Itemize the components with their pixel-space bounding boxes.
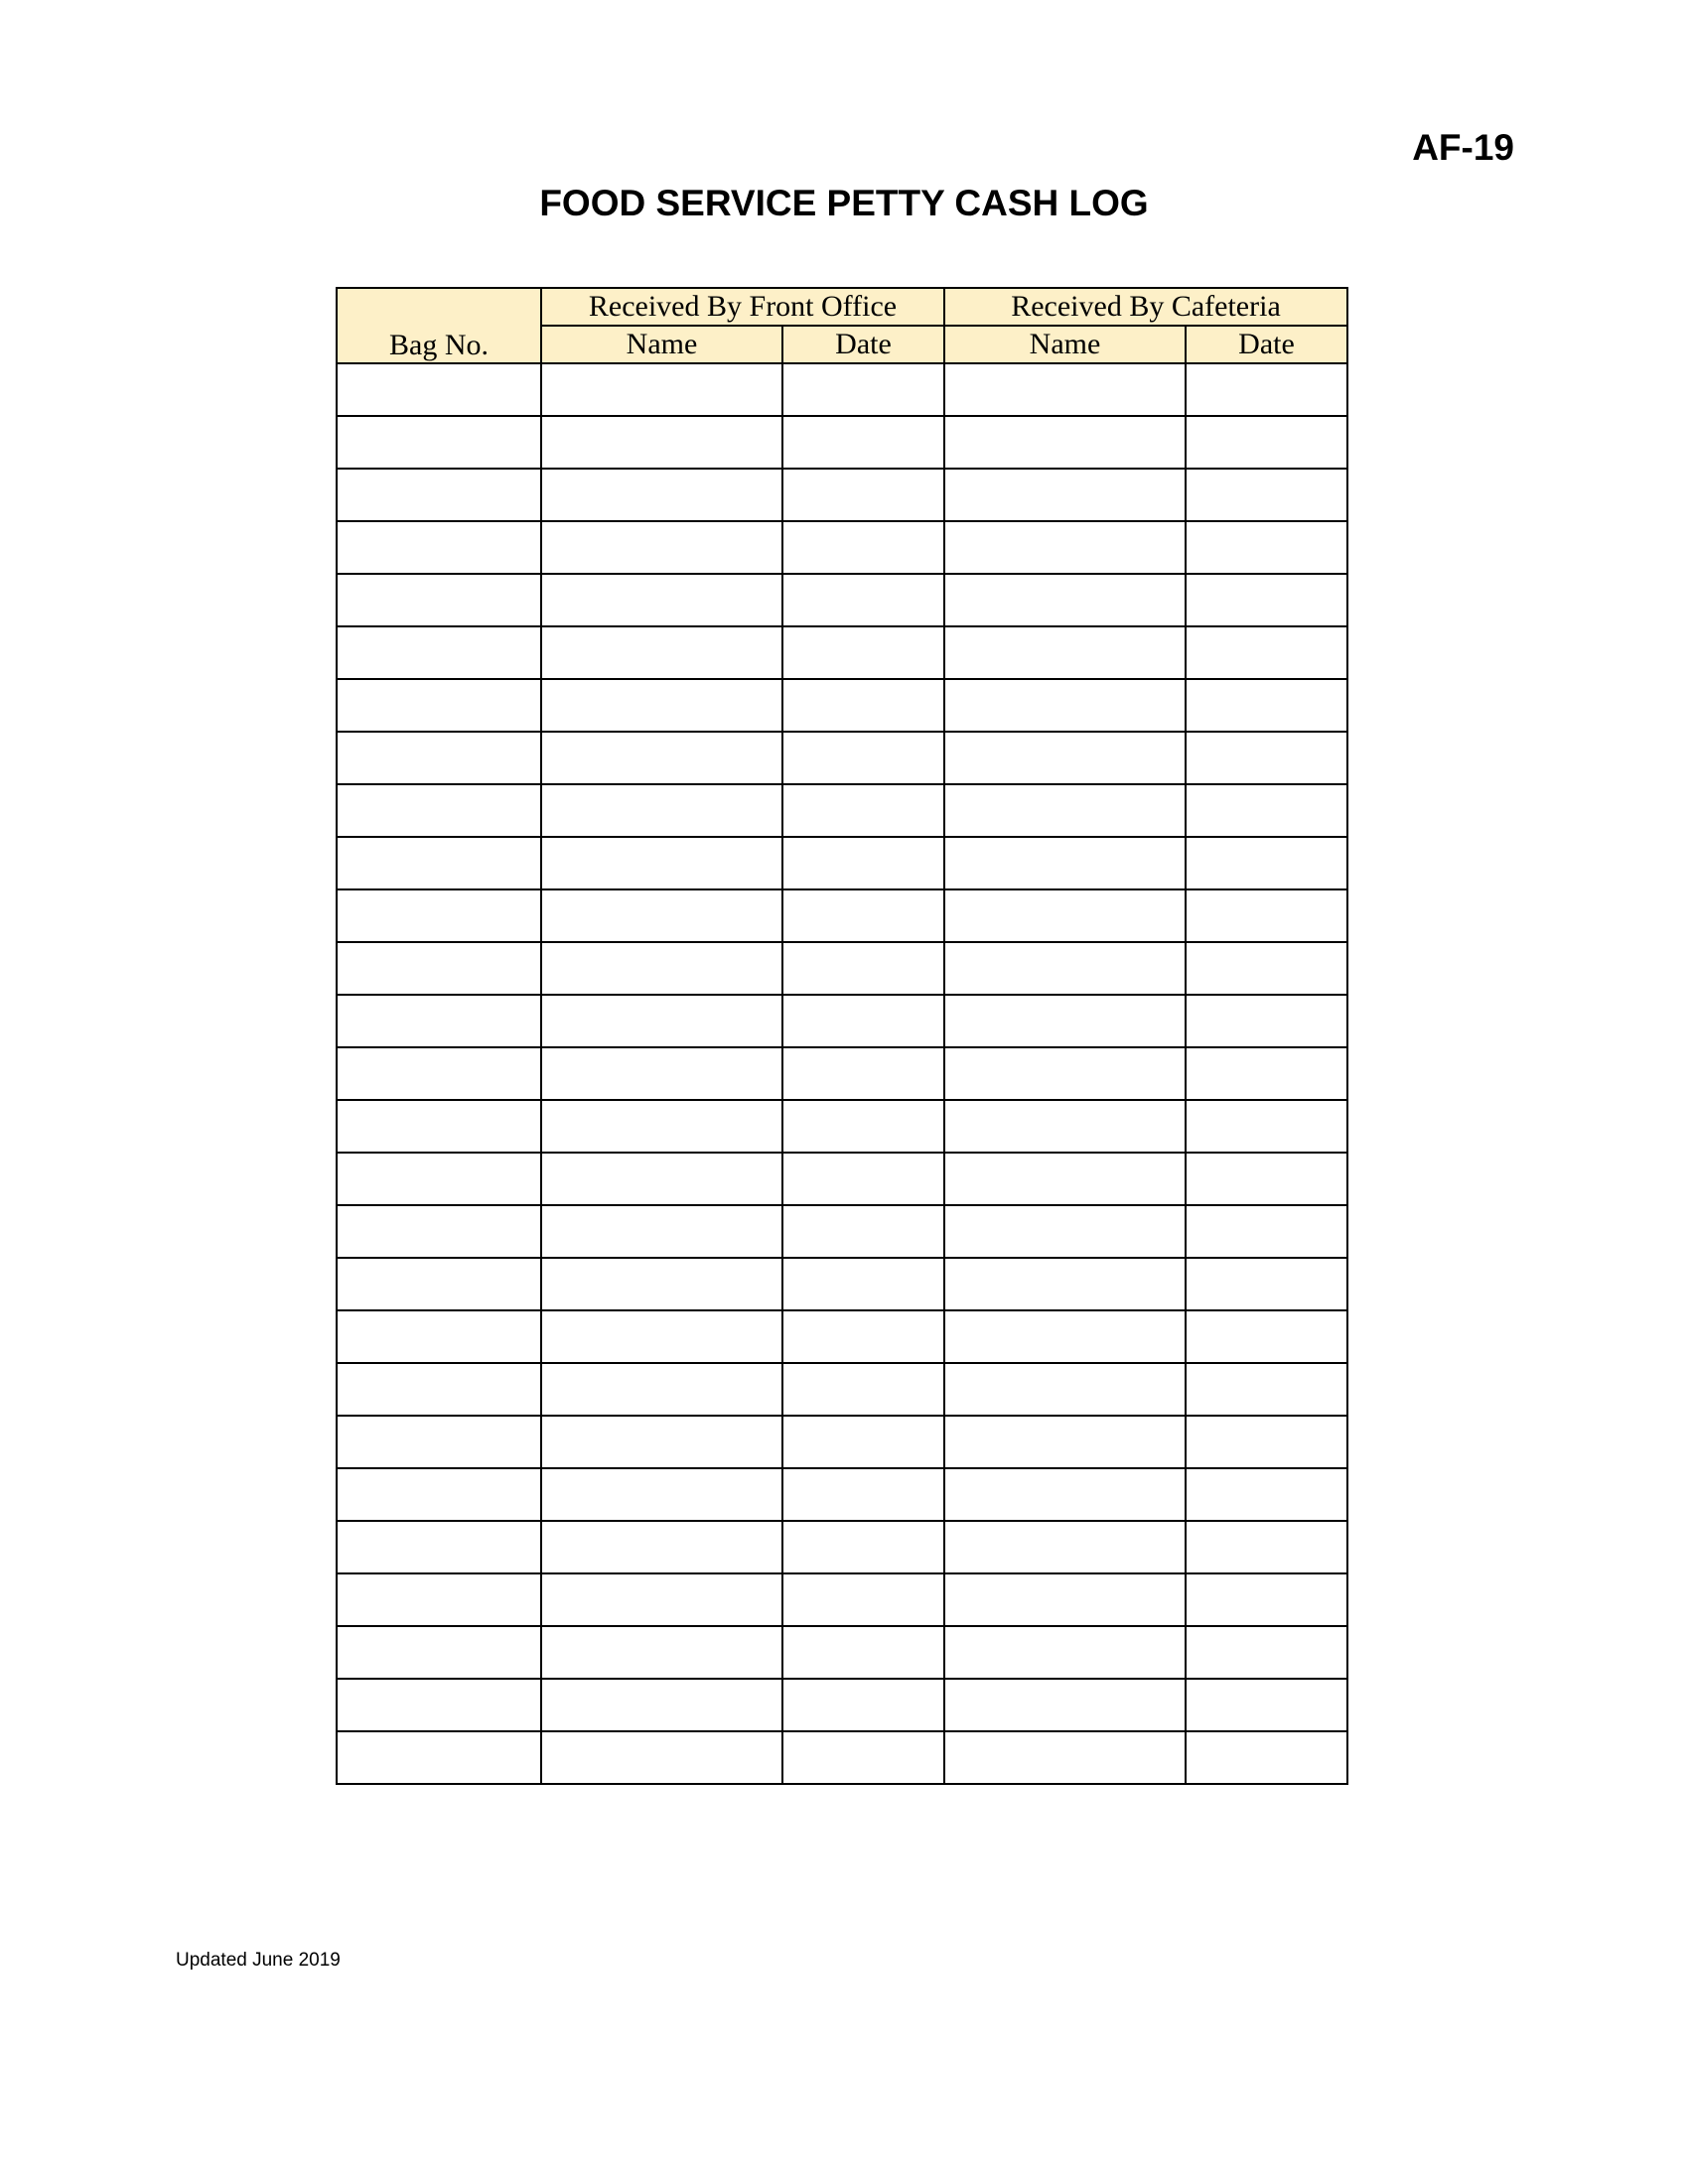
front-office-name-cell[interactable]: [541, 363, 782, 416]
cafeteria-name-cell[interactable]: [944, 1521, 1186, 1573]
table-row: [337, 942, 1347, 995]
table-row: [337, 679, 1347, 732]
table-row: [337, 995, 1347, 1047]
cafeteria-date-cell[interactable]: [1186, 784, 1347, 837]
cafeteria-date-cell[interactable]: [1186, 1626, 1347, 1679]
cafeteria-date-cell[interactable]: [1186, 574, 1347, 626]
cafeteria-date-cell[interactable]: [1186, 1100, 1347, 1153]
table-row: [337, 784, 1347, 837]
front-office-name-cell[interactable]: [541, 1153, 782, 1205]
cafeteria-name-cell[interactable]: [944, 1363, 1186, 1416]
front-office-date-cell[interactable]: [782, 521, 944, 574]
cafeteria-date-cell[interactable]: [1186, 995, 1347, 1047]
cafeteria-name-cell[interactable]: [944, 1258, 1186, 1310]
front-office-name-cell[interactable]: [541, 784, 782, 837]
cafeteria-name-cell[interactable]: [944, 1100, 1186, 1153]
front-office-date-cell[interactable]: [782, 1416, 944, 1468]
front-office-date-cell[interactable]: [782, 1100, 944, 1153]
cafeteria-date-cell[interactable]: [1186, 1310, 1347, 1363]
cafeteria-name-cell[interactable]: [944, 574, 1186, 626]
table-row: [337, 416, 1347, 469]
cafeteria-name-cell[interactable]: [944, 1626, 1186, 1679]
front-office-date-cell[interactable]: [782, 889, 944, 942]
front-office-name-cell[interactable]: [541, 1521, 782, 1573]
front-office-date-header: Date: [782, 326, 944, 363]
bag-no-cell[interactable]: [337, 1731, 541, 1784]
front-office-name-cell[interactable]: [541, 416, 782, 469]
front-office-name-cell[interactable]: [541, 1468, 782, 1521]
cafeteria-name-cell[interactable]: [944, 1205, 1186, 1258]
page-title: FOOD SERVICE PETTY CASH LOG: [539, 183, 1149, 223]
front-office-date-cell[interactable]: [782, 732, 944, 784]
bag-no-cell[interactable]: [337, 574, 541, 626]
front-office-name-cell[interactable]: [541, 1100, 782, 1153]
table-row: [337, 1731, 1347, 1784]
table-row: [337, 1679, 1347, 1731]
petty-cash-log-table: [336, 287, 1348, 1785]
cafeteria-date-cell[interactable]: [1186, 1205, 1347, 1258]
cafeteria-name-cell[interactable]: [944, 1047, 1186, 1100]
bag-no-cell[interactable]: [337, 1310, 541, 1363]
front-office-date-cell[interactable]: [782, 1047, 944, 1100]
front-office-date-cell[interactable]: [782, 942, 944, 995]
bag-no-cell[interactable]: [337, 995, 541, 1047]
cafeteria-date-cell[interactable]: [1186, 942, 1347, 995]
cafeteria-name-cell[interactable]: [944, 416, 1186, 469]
cafeteria-name-cell[interactable]: [944, 1679, 1186, 1731]
table-row: [337, 1047, 1347, 1100]
front-office-date-cell[interactable]: [782, 784, 944, 837]
front-office-date-cell[interactable]: [782, 837, 944, 889]
front-office-date-cell[interactable]: [782, 416, 944, 469]
bag-no-cell[interactable]: [337, 784, 541, 837]
front-office-name-header: Name: [541, 326, 782, 363]
table-row: [337, 837, 1347, 889]
table-row: [337, 363, 1347, 416]
log-body: [337, 363, 1347, 1784]
front-office-date-cell[interactable]: [782, 1468, 944, 1521]
cafeteria-name-cell[interactable]: [944, 1731, 1186, 1784]
front-office-name-cell[interactable]: [541, 1626, 782, 1679]
cafeteria-date-cell[interactable]: [1186, 363, 1347, 416]
front-office-name-cell[interactable]: [541, 1205, 782, 1258]
cafeteria-date-cell[interactable]: [1186, 1573, 1347, 1626]
front-office-name-cell[interactable]: [541, 732, 782, 784]
front-office-date-cell[interactable]: [782, 1521, 944, 1573]
bag-no-cell[interactable]: [337, 837, 541, 889]
front-office-date-cell[interactable]: [782, 1310, 944, 1363]
cafeteria-name-cell[interactable]: [944, 732, 1186, 784]
cafeteria-date-cell[interactable]: [1186, 1679, 1347, 1731]
cafeteria-name-cell[interactable]: [944, 1573, 1186, 1626]
front-office-date-cell[interactable]: [782, 469, 944, 521]
table-row: [337, 469, 1347, 521]
table-row: [337, 1205, 1347, 1258]
table-row: [337, 1468, 1347, 1521]
cafeteria-date-cell[interactable]: [1186, 521, 1347, 574]
table-row: [337, 1416, 1347, 1468]
cafeteria-group-header: Received By Cafeteria: [944, 288, 1347, 326]
cafeteria-date-cell[interactable]: [1186, 1363, 1347, 1416]
table-row: [337, 732, 1347, 784]
cafeteria-date-cell[interactable]: [1186, 469, 1347, 521]
cafeteria-name-cell[interactable]: [944, 942, 1186, 995]
front-office-date-cell[interactable]: [782, 1205, 944, 1258]
front-office-date-cell[interactable]: [782, 1258, 944, 1310]
cafeteria-name-cell[interactable]: [944, 1416, 1186, 1468]
bag-no-cell[interactable]: [337, 626, 541, 679]
front-office-date-cell[interactable]: [782, 574, 944, 626]
front-office-name-cell[interactable]: [541, 1258, 782, 1310]
bag-no-cell[interactable]: [337, 1258, 541, 1310]
front-office-name-cell[interactable]: [541, 1363, 782, 1416]
bag-no-header: Bag No.: [337, 288, 541, 363]
bag-no-cell[interactable]: [337, 1679, 541, 1731]
bag-no-cell[interactable]: [337, 416, 541, 469]
cafeteria-name-cell[interactable]: [944, 995, 1186, 1047]
bag-no-cell[interactable]: [337, 363, 541, 416]
bag-no-cell[interactable]: [337, 679, 541, 732]
bag-no-cell[interactable]: [337, 1416, 541, 1468]
front-office-name-cell[interactable]: [541, 521, 782, 574]
cafeteria-date-cell[interactable]: [1186, 1731, 1347, 1784]
cafeteria-name-cell[interactable]: [944, 1153, 1186, 1205]
cafeteria-name-cell[interactable]: [944, 521, 1186, 574]
cafeteria-date-cell[interactable]: [1186, 679, 1347, 732]
table-row: [337, 1100, 1347, 1153]
bag-no-cell[interactable]: [337, 1468, 541, 1521]
front-office-date-cell[interactable]: [782, 679, 944, 732]
front-office-name-cell[interactable]: [541, 574, 782, 626]
cafeteria-date-cell[interactable]: [1186, 1521, 1347, 1573]
front-office-name-cell[interactable]: [541, 1047, 782, 1100]
front-office-date-cell[interactable]: [782, 1363, 944, 1416]
cafeteria-date-cell[interactable]: [1186, 889, 1347, 942]
front-office-name-cell[interactable]: [541, 1679, 782, 1731]
front-office-name-cell[interactable]: [541, 889, 782, 942]
front-office-date-cell[interactable]: [782, 995, 944, 1047]
bag-no-cell[interactable]: [337, 1100, 541, 1153]
front-office-name-cell[interactable]: [541, 942, 782, 995]
front-office-date-cell[interactable]: [782, 1679, 944, 1731]
front-office-date-cell[interactable]: [782, 1626, 944, 1679]
cafeteria-date-cell[interactable]: [1186, 416, 1347, 469]
bag-no-cell[interactable]: [337, 889, 541, 942]
front-office-date-cell[interactable]: [782, 363, 944, 416]
table-row: [337, 1573, 1347, 1626]
table-row: [337, 574, 1347, 626]
cafeteria-date-cell[interactable]: [1186, 837, 1347, 889]
bag-no-cell[interactable]: [337, 1047, 541, 1100]
front-office-name-cell[interactable]: [541, 1416, 782, 1468]
front-office-date-cell[interactable]: [782, 1153, 944, 1205]
cafeteria-name-cell[interactable]: [944, 837, 1186, 889]
cafeteria-name-cell[interactable]: [944, 1310, 1186, 1363]
front-office-name-cell[interactable]: [541, 1731, 782, 1784]
table-row: [337, 1153, 1347, 1205]
table-row: [337, 1363, 1347, 1416]
cafeteria-date-cell[interactable]: [1186, 1468, 1347, 1521]
bag-no-cell[interactable]: [337, 732, 541, 784]
cafeteria-name-cell[interactable]: [944, 889, 1186, 942]
cafeteria-name-cell[interactable]: [944, 363, 1186, 416]
front-office-name-cell[interactable]: [541, 469, 782, 521]
cafeteria-date-cell[interactable]: [1186, 732, 1347, 784]
front-office-name-cell[interactable]: [541, 1310, 782, 1363]
front-office-date-cell[interactable]: [782, 626, 944, 679]
table-row: [337, 521, 1347, 574]
bag-no-cell[interactable]: [337, 469, 541, 521]
form-code: AF-19: [1412, 127, 1514, 168]
cafeteria-name-cell[interactable]: [944, 469, 1186, 521]
cafeteria-name-cell[interactable]: [944, 626, 1186, 679]
front-office-name-cell[interactable]: [541, 626, 782, 679]
table-row: [337, 889, 1347, 942]
bag-no-cell[interactable]: [337, 1573, 541, 1626]
bag-no-cell[interactable]: [337, 1363, 541, 1416]
cafeteria-date-cell[interactable]: [1186, 1047, 1347, 1100]
front-office-group-header: Received By Front Office: [541, 288, 944, 326]
cafeteria-name-cell[interactable]: [944, 679, 1186, 732]
front-office-date-cell[interactable]: [782, 1731, 944, 1784]
bag-no-cell[interactable]: [337, 1521, 541, 1573]
cafeteria-date-header: Date: [1186, 326, 1347, 363]
cafeteria-date-cell[interactable]: [1186, 1258, 1347, 1310]
bag-no-cell[interactable]: [337, 1626, 541, 1679]
cafeteria-name-cell[interactable]: [944, 1468, 1186, 1521]
front-office-name-cell[interactable]: [541, 837, 782, 889]
bag-no-cell[interactable]: [337, 1205, 541, 1258]
cafeteria-name-header: Name: [944, 326, 1186, 363]
updated-footer: Updated June 2019: [176, 1950, 341, 1971]
header-row-groups: [337, 288, 1347, 326]
cafeteria-date-cell[interactable]: [1186, 1153, 1347, 1205]
front-office-name-cell[interactable]: [541, 1573, 782, 1626]
bag-no-cell[interactable]: [337, 521, 541, 574]
front-office-name-cell[interactable]: [541, 679, 782, 732]
table-row: [337, 1258, 1347, 1310]
cafeteria-name-cell[interactable]: [944, 784, 1186, 837]
front-office-date-cell[interactable]: [782, 1573, 944, 1626]
bag-no-cell[interactable]: [337, 1153, 541, 1205]
table-row: [337, 1310, 1347, 1363]
table-row: [337, 626, 1347, 679]
table-row: [337, 1521, 1347, 1573]
front-office-name-cell[interactable]: [541, 995, 782, 1047]
bag-no-cell[interactable]: [337, 942, 541, 995]
table-row: [337, 1626, 1347, 1679]
cafeteria-date-cell[interactable]: [1186, 626, 1347, 679]
cafeteria-date-cell[interactable]: [1186, 1416, 1347, 1468]
